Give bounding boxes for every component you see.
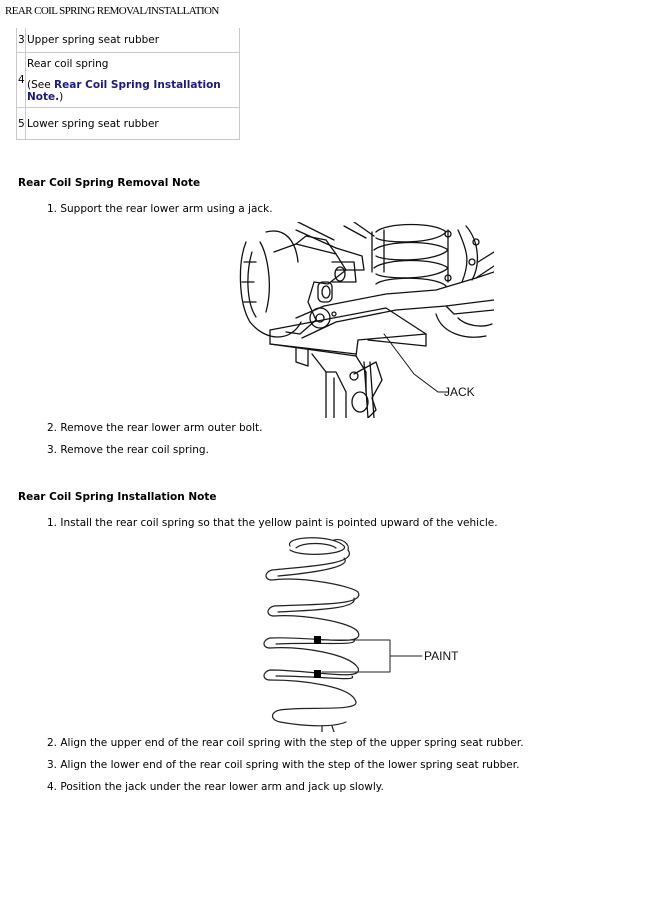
part-description: [26, 53, 240, 108]
removal-step-2: 2. Remove the rear lower arm outer bolt.: [47, 422, 263, 434]
part-number: 4: [17, 53, 26, 108]
installation-note-heading: Rear Coil Spring Installation Note: [18, 491, 217, 503]
removal-note-heading: Rear Coil Spring Removal Note: [18, 177, 201, 189]
paint-mark-lower: [314, 670, 321, 678]
paint-mark-upper: [314, 636, 321, 644]
part-description: [26, 108, 240, 140]
installation-note-link[interactable]: Rear Coil Spring Installation Note.: [27, 78, 221, 103]
installation-step-4: 4. Position the jack under the rear lower arm and jack up slowly.: [47, 781, 384, 793]
table-row: [17, 108, 240, 140]
part-number: 3: [17, 28, 26, 53]
coil-spring-figure: [262, 536, 472, 732]
jack-figure: [236, 222, 494, 418]
jack-saddle-illustration: [270, 308, 426, 392]
installation-step-3: 3. Align the lower end of the rear coil spring with the step of the lower spring seat rubber.: [47, 759, 520, 771]
part-name: Upper spring seat rubber: [27, 34, 160, 46]
see-suffix: ): [59, 90, 64, 103]
jack-callout-label: JACK: [444, 385, 475, 399]
spring-coils-illustration: [264, 538, 359, 732]
jack-body-illustration: [296, 348, 382, 418]
table-row: [17, 53, 240, 108]
table-row: [17, 28, 240, 53]
removal-step-1: 1. Support the rear lower arm using a jack.: [47, 203, 273, 215]
parts-table: [16, 28, 240, 140]
part-name: Rear coil spring: [27, 57, 109, 70]
coil-spring-illustration: [374, 225, 451, 287]
document-title: REAR COIL SPRING REMOVAL/INSTALLATION: [5, 5, 219, 17]
part-description: [26, 28, 240, 53]
see-reference: [27, 79, 239, 103]
see-prefix: (See: [27, 78, 55, 91]
removal-step-3: 3. Remove the rear coil spring.: [47, 444, 209, 456]
part-number: 5: [17, 108, 26, 140]
installation-step-1: 1. Install the rear coil spring so that the yellow paint is pointed upward of the vehicle.: [47, 517, 498, 529]
part-name: Lower spring seat rubber: [27, 117, 159, 130]
upper-link-illustration: [296, 222, 384, 282]
paint-callout-label: PAINT: [424, 649, 459, 663]
installation-step-2: 2. Align the upper end of the rear coil spring with the step of the upper spring seat rubber.: [47, 737, 524, 749]
brake-drum-illustration: [240, 231, 301, 337]
